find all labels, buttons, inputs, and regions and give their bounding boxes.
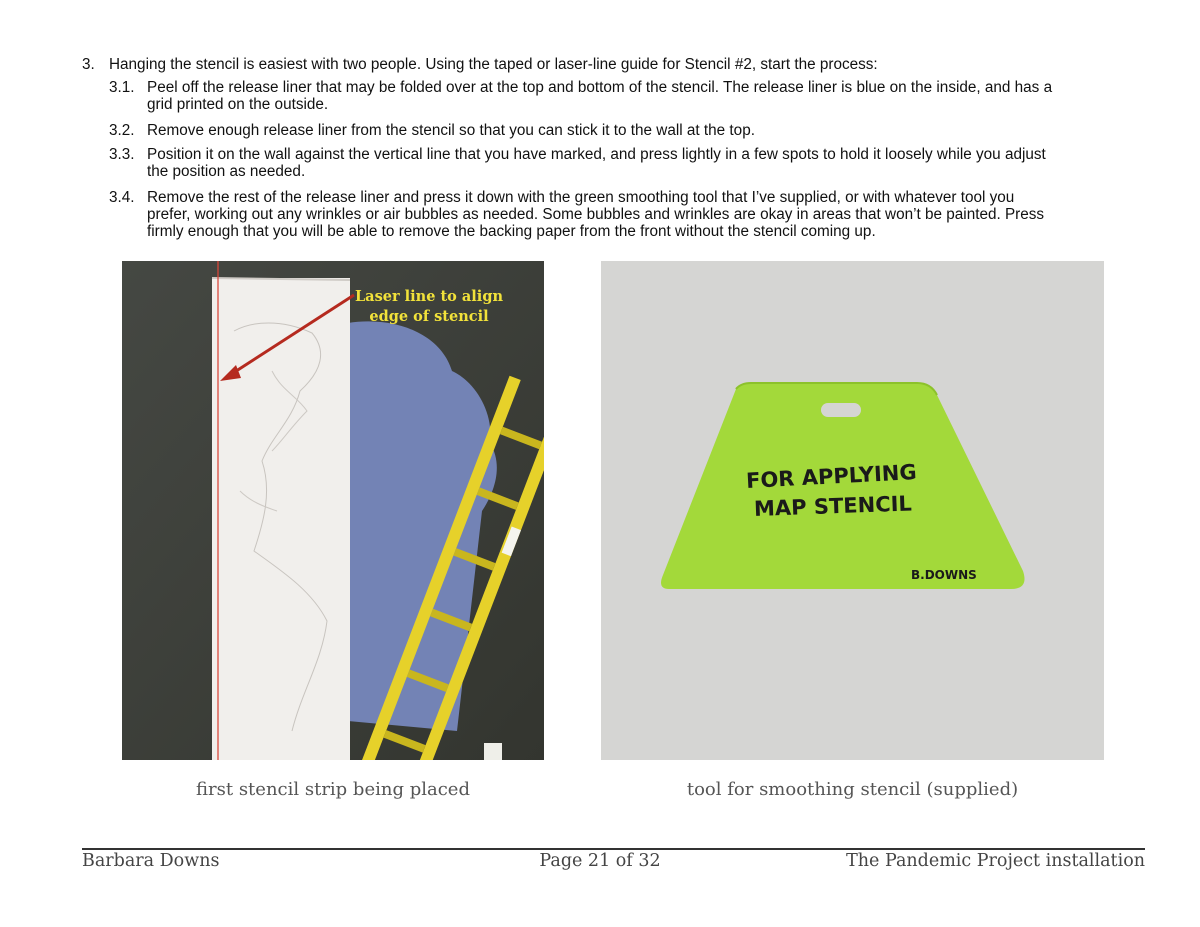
substep-number: 3.4. [109, 189, 135, 206]
tool-signature: B.DOWNS [911, 568, 977, 582]
substep-line: Peel off the release liner that may be folded over at the top and bottom of the stencil. The release liner is blue on the inside, and has a [147, 79, 1053, 96]
caption-right: tool for smoothing stencil (supplied) [686, 779, 1019, 800]
wall-outlet [484, 743, 502, 760]
footer-page-number: Page 21 of 32 [539, 851, 661, 871]
tool-handle-slot [821, 403, 861, 417]
substep-text [147, 189, 1147, 240]
substep-line: Remove the rest of the release liner and press it down with the green smoothing tool that I’ve supplied, or with whatever tool you [147, 189, 1015, 206]
substep-number: 3.2. [109, 122, 135, 139]
substep-number: 3.3. [109, 146, 135, 163]
footer-project-title: The Pandemic Project installation [846, 851, 1145, 871]
tool-label-line1: FOR APPLYING [745, 460, 918, 493]
substep-line: Position it on the wall against the vertical line that you have marked, and press lightly in a few spots to hold it loosely while you adjust [147, 146, 1046, 163]
substep-text [147, 122, 1147, 139]
smoothing-tool-photo [601, 261, 1104, 760]
substep-line: Remove enough release liner from the stencil so that you can stick it to the wall at the top. [147, 122, 755, 139]
smoothing-tool-illustration [601, 261, 1104, 760]
stencil-placement-photo [122, 261, 544, 760]
substep-line: prefer, working out any wrinkles or air bubbles as needed. Some bubbles and wrinkles are okay in areas that won’t be painted. Press [147, 206, 1045, 223]
annotation-line1: Laser line to align [354, 288, 504, 305]
footer-rule [82, 848, 1145, 850]
caption-left: first stencil strip being placed [196, 779, 470, 800]
substep-text [147, 79, 1147, 113]
substep-number: 3.1. [109, 79, 135, 96]
footer-author: Barbara Downs [82, 851, 220, 871]
substep-line: grid printed on the outside. [147, 96, 329, 113]
step-text: Hanging the stencil is easiest with two people. Using the taped or laser-line guide for Stencil #2, start the process: [109, 56, 878, 73]
substep-line: the position as needed. [147, 163, 306, 180]
substep-line: firmly enough that you will be able to remove the backing paper from the front without the stencil coming up. [147, 223, 876, 240]
substep-text [147, 146, 1147, 180]
stencil-placement-illustration [122, 261, 544, 760]
step-number: 3. [82, 56, 95, 73]
tool-label-line2: MAP STENCIL [753, 491, 913, 522]
stencil-strip [212, 278, 350, 760]
annotation-line2: edge of stencil [369, 308, 489, 325]
